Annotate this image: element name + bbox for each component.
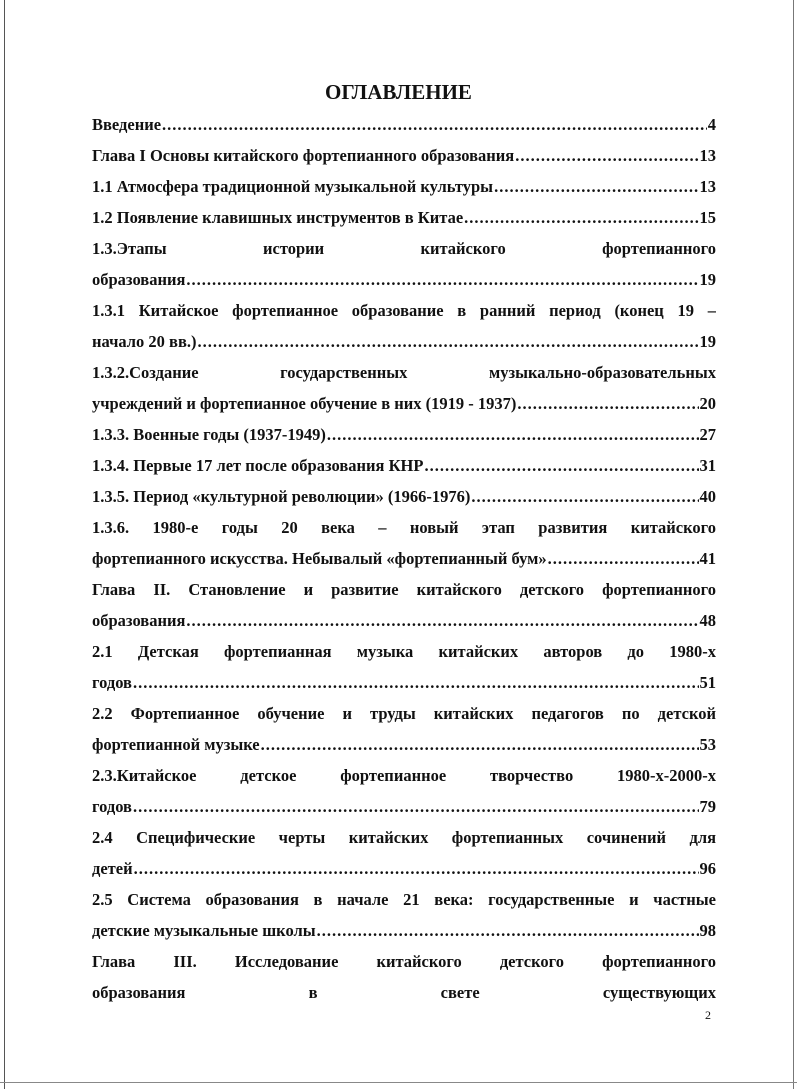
toc-entry [92,791,716,822]
toc-entry [92,543,716,574]
toc-entry-title: 1.3.3. Военные годы (1937-1949) [92,425,326,444]
toc-entry-page: 40 [699,487,716,506]
dot-leader [162,109,707,140]
dot-leader [133,667,699,698]
dot-leader [133,791,699,822]
dot-leader [464,202,698,233]
dot-leader [186,605,698,636]
toc-entry-page: 20 [699,394,716,413]
table-of-contents [92,109,716,1008]
page-border-left [4,0,5,1089]
toc-entry-page: 48 [699,611,716,630]
toc-entry-title: детские музыкальные школы [92,921,316,940]
dot-leader [186,264,698,295]
toc-entry [92,605,716,636]
toc-entry-line1: 1.3.2.Создание государственных музыкально-образовательных [92,363,716,382]
dot-leader [494,171,698,202]
toc-entry-title: детей [92,859,133,878]
page-border-right [793,0,794,1089]
toc-entry-page: 79 [699,797,716,816]
toc-entry-page: 13 [699,177,716,196]
toc-entry-title: образования [92,270,186,289]
dot-leader [261,729,699,760]
page-title: ОГЛАВЛЕНИЕ [325,80,472,104]
dot-leader [548,543,699,574]
toc-entry-page: 98 [699,921,716,940]
toc-entry-line1: 1.3.Этапы истории китайского фортепианного [92,239,716,258]
dot-leader [424,450,698,481]
toc-entry-page: 41 [699,549,716,568]
toc-trailing-line2: образования в свете существующих [92,983,716,1002]
toc-entry [92,264,716,295]
toc-entry-line1: Глава II. Становление и развитие китайского детского фортепианного [92,580,716,599]
dot-leader [471,481,698,512]
toc-entry [92,326,716,357]
toc-entry [92,667,716,698]
dot-leader [198,326,699,357]
toc-entry-title: фортепианной музыке [92,735,260,754]
toc-entry-title: фортепианного искусства. Небывалый «фортепианный бум» [92,549,547,568]
toc-entry-line1: 2.1 Детская фортепианная музыка китайских авторов до 1980-х [92,642,716,661]
toc-entry-line1: 2.5 Система образования в начале 21 века: государственные и частные [92,890,716,909]
toc-entry [92,729,716,760]
toc-entry-page: 4 [707,115,716,134]
toc-entry-title: образования [92,611,186,630]
dot-leader [327,419,699,450]
toc-entry-title: учреждений и фортепианное обучение в них (1919 - 1937) [92,394,517,413]
toc-entry-line1: 2.3.Китайское детское фортепианное творчество 1980-х-2000-х [92,766,716,785]
toc-entry-title: годов [92,673,132,692]
toc-entry-line1: 2.2 Фортепианное обучение и труды китайских педагогов по детской [92,704,716,723]
toc-entry [92,481,716,512]
toc-entry-title: 1.3.5. Период «культурной революции» (1966-1976) [92,487,471,506]
toc-entry [92,419,716,450]
dot-leader [517,388,698,419]
toc-entry-line1: 2.4 Специфические черты китайских фортепианных сочинений для [92,828,716,847]
dot-leader [515,140,698,171]
toc-entry-page: 53 [699,735,716,754]
toc-entry [92,450,716,481]
toc-entry [92,109,716,140]
toc-entry-page: 27 [699,425,716,444]
toc-entry-page: 96 [699,859,716,878]
toc-entry-page: 19 [699,332,716,351]
toc-entry [92,388,716,419]
toc-entry-line1: 1.3.1 Китайское фортепианное образование в ранний период (конец 19 – [92,301,716,320]
toc-entry-page: 13 [699,146,716,165]
toc-entry-title: 1.1 Атмосфера традиционной музыкальной культуры [92,177,494,196]
dot-leader [317,915,699,946]
toc-entry [92,171,716,202]
toc-entry-title: годов [92,797,132,816]
toc-trailing-line1: Глава III. Исследование китайского детского фортепианного [92,952,716,971]
toc-entry-page: 15 [699,208,716,227]
page-border-bottom [0,1082,797,1083]
toc-entry [92,202,716,233]
toc-entry-title: Глава I Основы китайского фортепианного образования [92,146,515,165]
toc-entry-title: 1.3.4. Первые 17 лет после образования КНР [92,456,424,475]
toc-entry-title: Введение [92,115,162,134]
page-number: 2 [705,1008,711,1022]
toc-entry-page: 19 [699,270,716,289]
toc-entry-page: 31 [699,456,716,475]
dot-leader [134,853,699,884]
toc-entry-line1: 1.3.6. 1980-е годы 20 века – новый этап развития китайского [92,518,716,537]
toc-entry [92,853,716,884]
toc-entry-page: 51 [699,673,716,692]
toc-entry-title: начало 20 вв.) [92,332,197,351]
toc-entry-title: 1.2 Появление клавишных инструментов в Китае [92,208,464,227]
toc-entry [92,915,716,946]
toc-entry [92,140,716,171]
